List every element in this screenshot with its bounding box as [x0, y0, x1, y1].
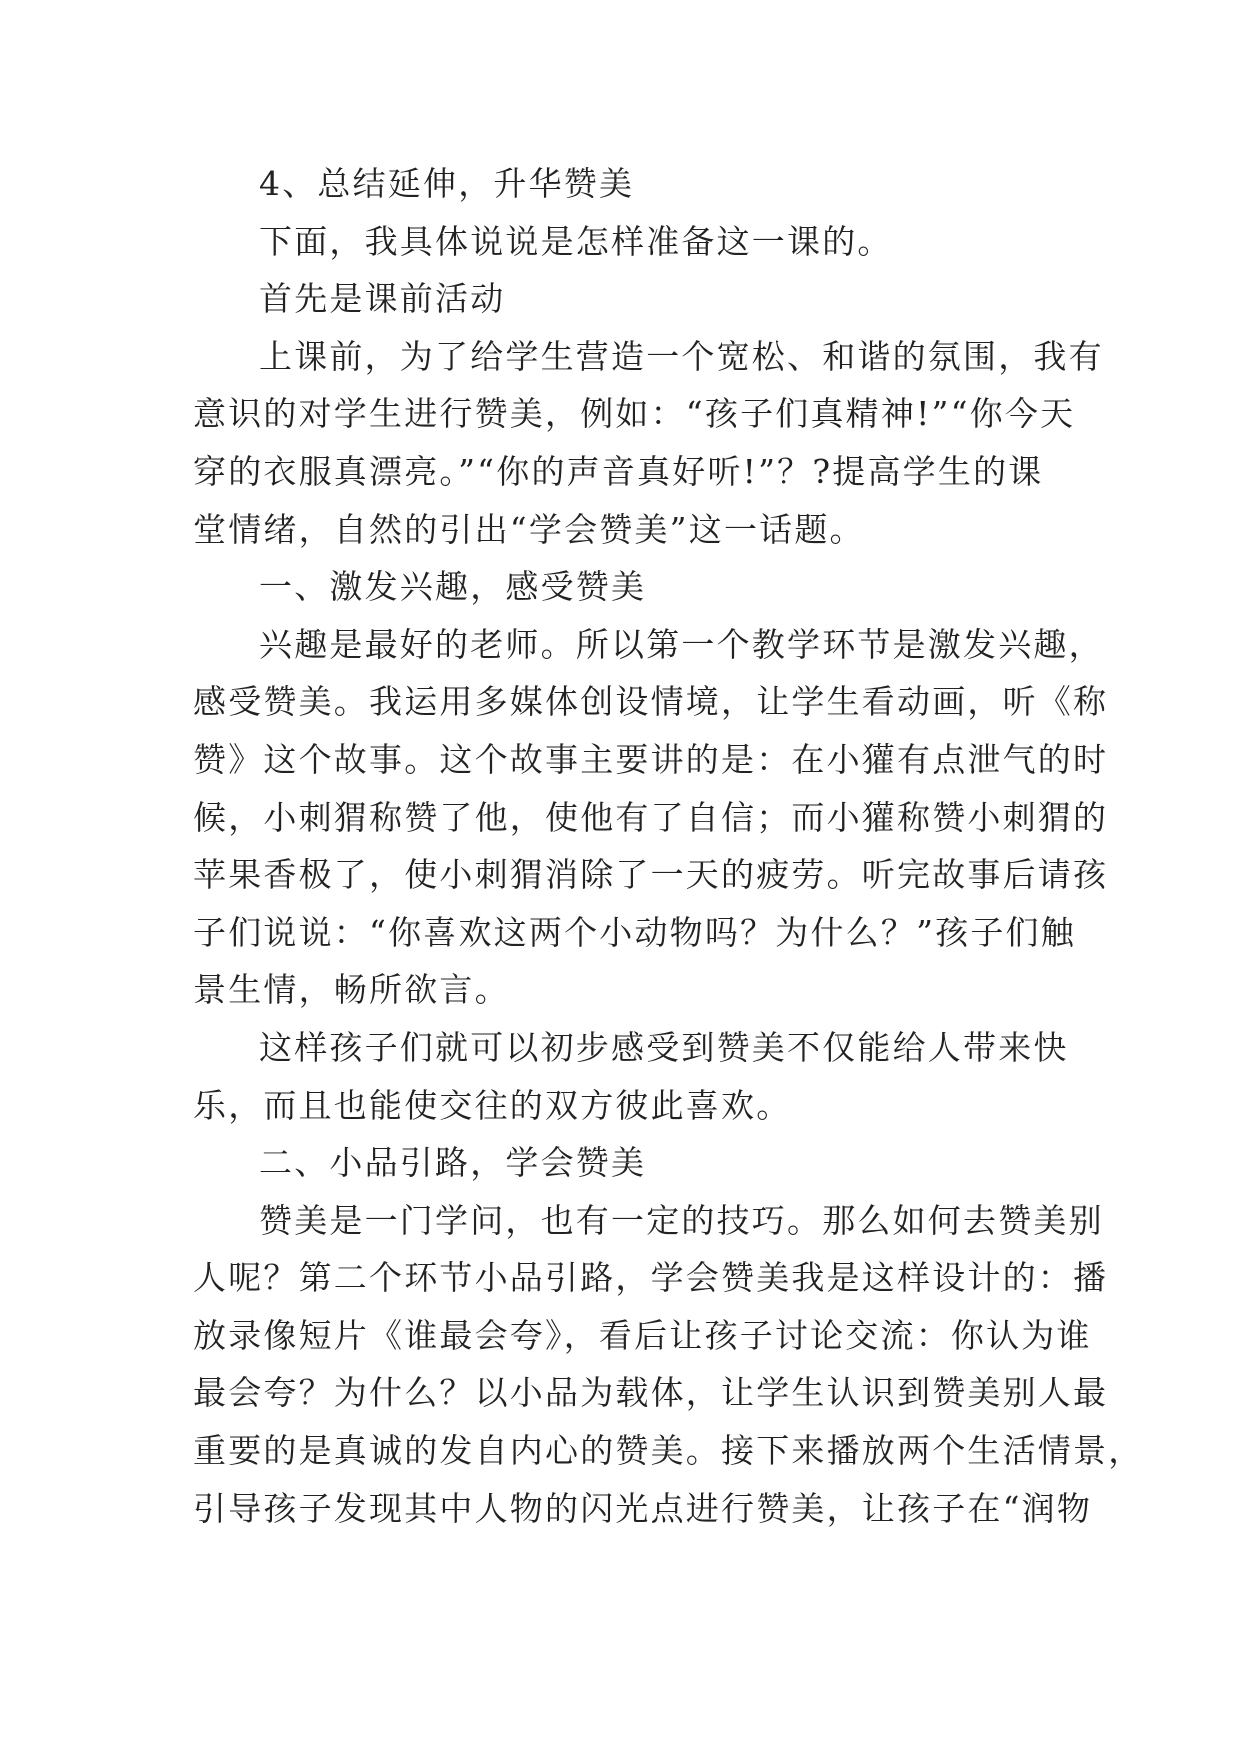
paragraph-line: 重要的是真诚的发自内心的赞美。接下来播放两个生活情景， — [193, 1431, 1144, 1471]
paragraph-line: 人呢？第二个环节小品引路，学会赞美我是这样设计的：播 — [193, 1258, 1109, 1298]
section-heading: 二、小品引路，学会赞美 — [259, 1143, 647, 1183]
paragraph-line: 苹果香极了，使小刺猬消除了一天的疲劳。听完故事后请孩 — [193, 855, 1109, 895]
paragraph-line: 乐，而且也能使交往的双方彼此喜欢。 — [193, 1085, 792, 1125]
paragraph-line: 赞》这个故事。这个故事主要讲的是：在小獾有点泄气的时 — [193, 739, 1109, 779]
paragraph-line: 最会夸？为什么？以小品为载体，让学生认识到赞美别人最 — [193, 1373, 1109, 1413]
paragraph-line: 4、总结延伸，升华赞美 — [259, 164, 635, 203]
paragraph-line: 兴趣是最好的老师。所以第一个教学环节是激发兴趣， — [259, 624, 1104, 664]
paragraph-line: 意识的对学生进行赞美，例如：“孩子们真精神!”“你今天 — [193, 394, 1076, 434]
section-heading: 一、激发兴趣，感受赞美 — [259, 567, 647, 607]
paragraph-line: 首先是课前活动 — [259, 279, 506, 319]
paragraph-line: 景生情，畅所欲言。 — [193, 970, 510, 1010]
paragraph-line: 引导孩子发现其中人物的闪光点进行赞美，让孩子在“润物 — [193, 1488, 1093, 1528]
paragraph-line: 下面，我具体说说是怎样准备这一课的。 — [259, 221, 893, 261]
paragraph-line: 放录像短片《谁最会夸》，看后让孩子讨论交流：你认为谁 — [193, 1315, 1092, 1355]
paragraph-line: 感受赞美。我运用多媒体创设情境，让学生看动画，听《称 — [193, 682, 1109, 722]
document-body — [193, 155, 1144, 1537]
paragraph-line: 上课前，为了给学生营造一个宽松、和谐的氛围，我有 — [259, 336, 1104, 376]
paragraph-line: 这样孩子们就可以初步感受到赞美不仅能给人带来快 — [259, 1027, 1069, 1067]
paragraph-line: 堂情绪，自然的引出“学会赞美”这一话题。 — [193, 509, 865, 549]
paragraph-line: 赞美是一门学问，也有一定的技巧。那么如何去赞美别 — [259, 1200, 1104, 1240]
paragraph-line: 子们说说：“你喜欢这两个小动物吗？为什么？”孩子们触 — [193, 912, 1076, 952]
paragraph-line: 候，小刺猬称赞了他，使他有了自信；而小獾称赞小刺猬的 — [193, 797, 1109, 837]
paragraph-line: 穿的衣服真漂亮。”“你的声音真好听!”？?提高学生的课 — [193, 451, 1044, 491]
